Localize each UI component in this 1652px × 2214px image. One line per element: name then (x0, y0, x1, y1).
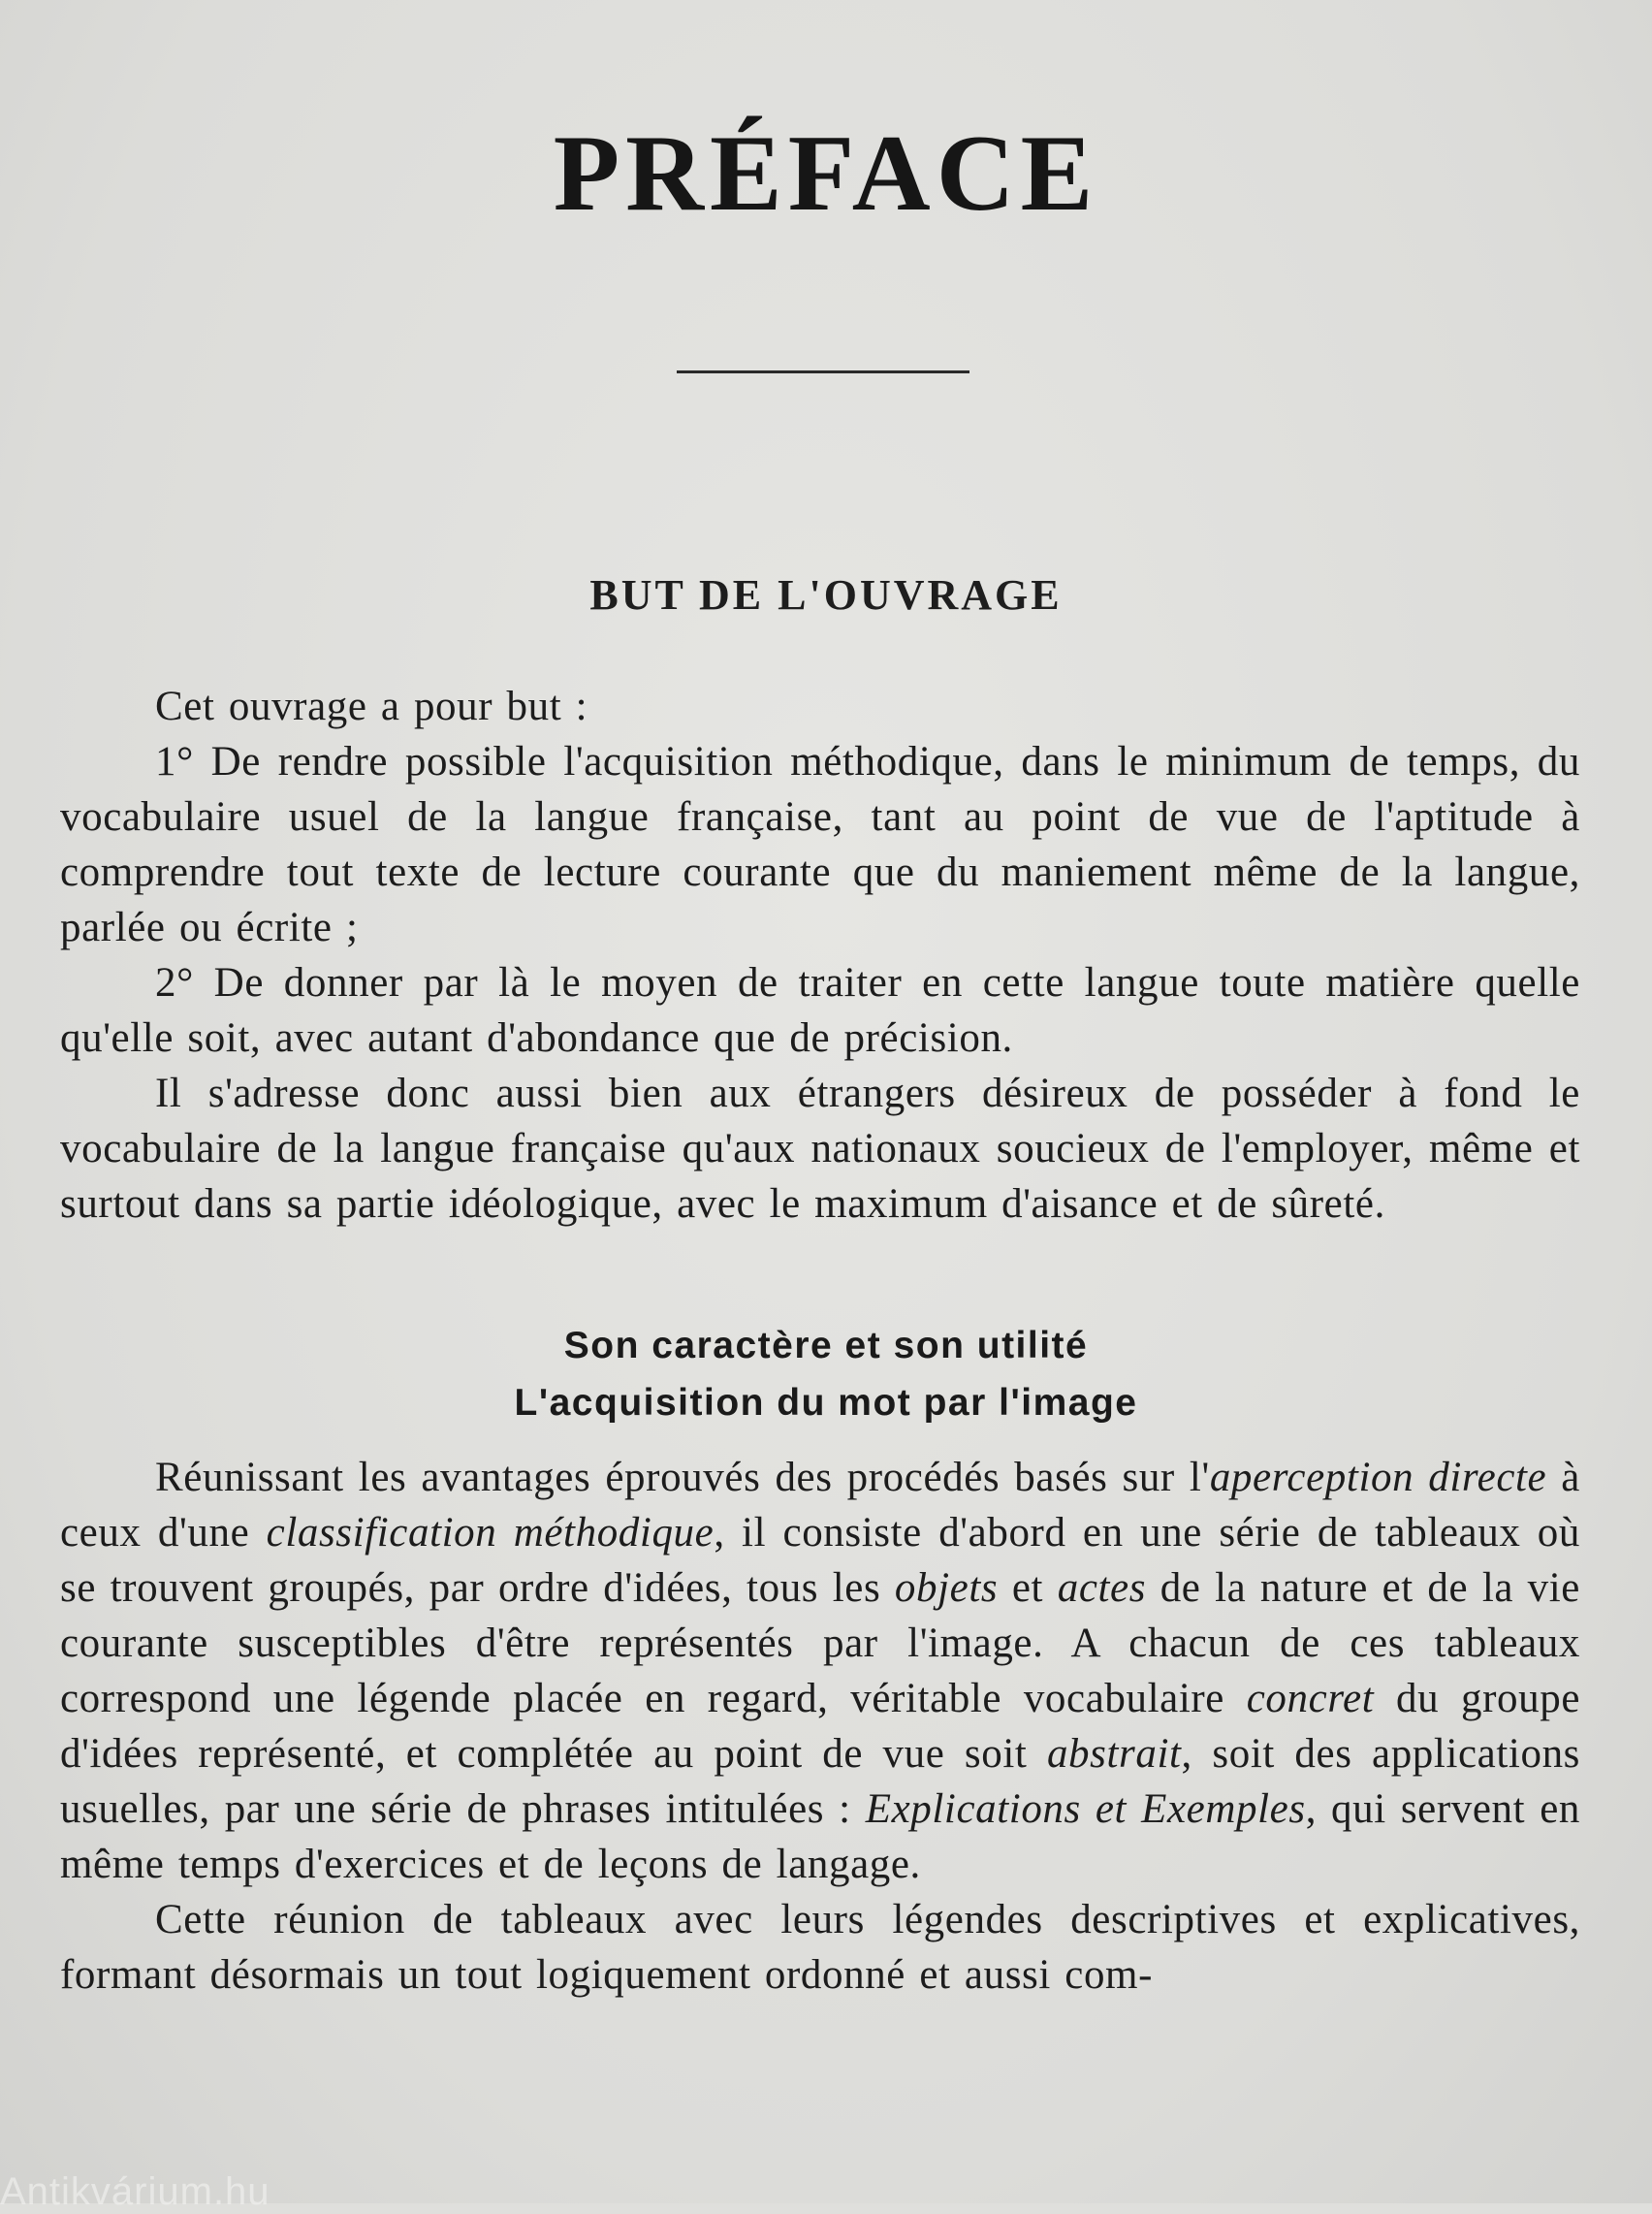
paragraph-method (60, 1450, 1580, 1892)
text-run: à ceux d'une (60, 1455, 1580, 1556)
watermark: Antikvárium.hu (0, 2170, 270, 2213)
paragraph-point-2: 2° De donner par là le moyen de traiter en cette langue toute matière quelle qu'elle soit, avec autant d'abondance que de précision. (60, 960, 1580, 1061)
italic-term: aperception directe (1209, 1455, 1547, 1500)
italic-term: classification méthodique (266, 1510, 715, 1556)
text-run: , soit des applications usuelles, par une série de phrases intitulées : (60, 1731, 1580, 1832)
italic-term: Explications et Exemples (865, 1786, 1306, 1832)
page-title: PRÉFACE (553, 113, 1099, 234)
text-run: , il consiste d'abord en une série de tableaux où se trouvent groupés, par ordre d'idées, tous les (60, 1510, 1581, 1611)
text-run: de la nature et de la vie courante susceptibles d'être représentés par l'image. A chacun de ces tableaux correspond une légende placée en regard, véritable vocabulaire (60, 1565, 1580, 1721)
italic-term: concret (1246, 1676, 1375, 1721)
subheading-character: Son caractère et son utilité (563, 1325, 1089, 1366)
text-run: , qui servent en même temps d'exercices et de leçons de langage. (60, 1786, 1580, 1887)
paragraph-audience: Il s'adresse donc aussi bien aux étrangers désireux de posséder à fond le vocabulaire de la langue française qu'aux nationaux soucieux de l'employer, même et surtout dans sa partie idéologique, avec le maximum d'aisance et de sûreté. (60, 1071, 1580, 1227)
paragraph-combination: Cette réunion de tableaux avec leurs légendes descriptives et explicatives, formant désormais un tout logiquement ordonné et aussi com- (60, 1897, 1580, 1998)
text-run: du groupe d'idées représenté, et complétée au point de vue soit (60, 1676, 1581, 1777)
paragraph-intro: Cet ouvrage a pour but : (155, 684, 588, 729)
subheading-image: L'acquisition du mot par l'image (514, 1382, 1138, 1424)
italic-term: objets (894, 1565, 999, 1611)
section-heading: BUT DE L'OUVRAGE (589, 571, 1063, 619)
text-run: et (998, 1565, 1058, 1611)
text-run: Réunissant les avantages éprouvés des procédés basés sur l' (155, 1455, 1210, 1500)
paragraph-point-1: 1° De rendre possible l'acquisition méthodique, dans le minimum de temps, du vocabulaire usuel de la langue française, tant au point de vue de l'aptitude à comprendre tout texte de lecture courante que du maniement même de la langue, parlée ou écrite ; (60, 739, 1580, 950)
section-2-body (60, 1450, 1580, 2003)
title-divider (677, 370, 969, 373)
section-1-body (60, 679, 1580, 1232)
italic-term: abstrait (1046, 1731, 1182, 1777)
italic-term: actes (1057, 1565, 1147, 1611)
